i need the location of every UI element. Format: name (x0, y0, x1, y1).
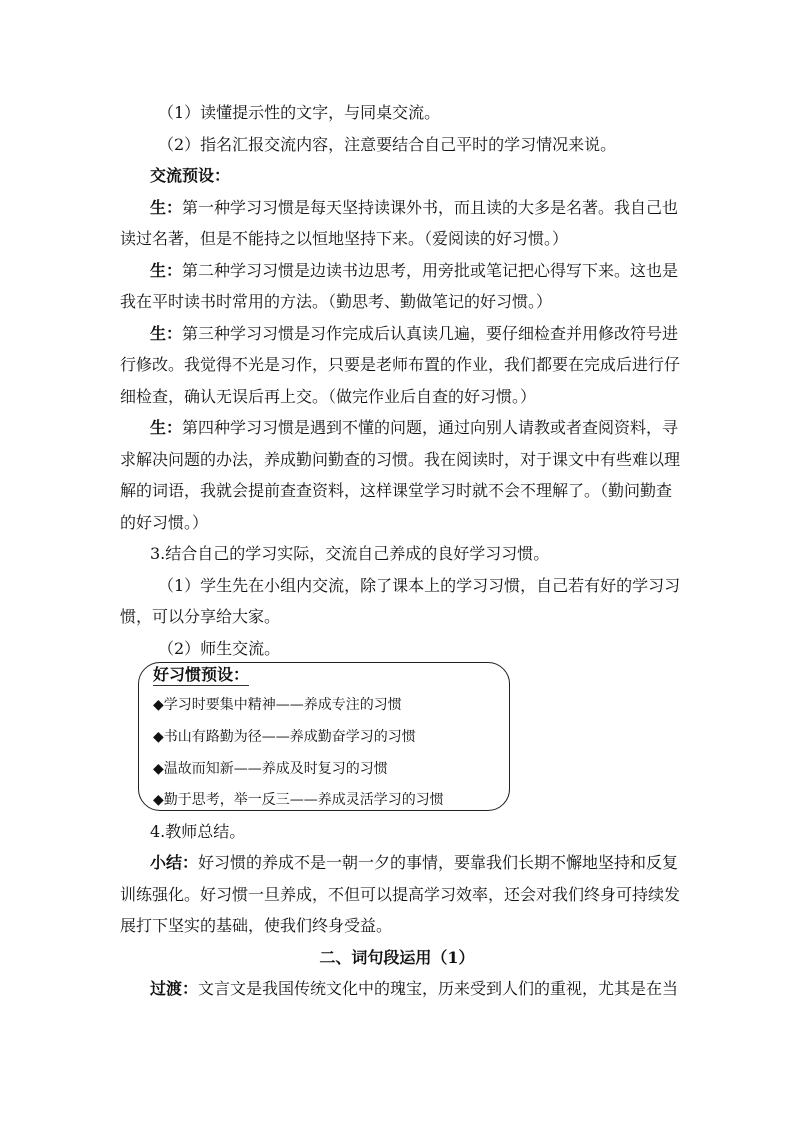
student-answer-4-cont: 解的词语，我就会提前查查资料，这样课堂学习时就不会不理解了。（勤问勤查 (120, 481, 673, 500)
student-label: 生： (150, 198, 183, 217)
transition-label: 过渡： (150, 979, 199, 998)
habit-item: ◆书山有路勤为径——养成勤奋学习的习惯 (153, 729, 416, 745)
student-answer-4-cont: 求解决问题的办法，养成勤问勤查的习惯。我在阅读时，对于课文中有些难以理 (120, 450, 681, 469)
student-answer-2-cont: 我在平时读书时常用的方法。（勤思考、勤做笔记的好习惯。） (120, 292, 553, 311)
student-answer-3: 生：第三种学习习惯是习作完成后认真读几遍，要仔细检查并用修改符号进 (150, 324, 679, 343)
student-answer-1-cont: 读过名著，但是不能持之以恒地坚持下来。（爱阅读的好习惯。） (120, 229, 569, 248)
summary-cont: 训练强化。好习惯一旦养成，不但可以提高学习效率，还会对我们终身可持续发 (120, 885, 681, 904)
box-title: 好习惯预设： (153, 665, 250, 684)
item-3-1-text: （1）学生先在小组内交流，除了课本上的学习习惯，自己若有好的学习习 (158, 576, 681, 595)
habit-item: ◆学习时要集中精神——养成专注的习惯 (153, 697, 402, 713)
item-3-text: 3.结合自己的学习实际，交流自己养成的良好学习习惯。 (150, 544, 550, 563)
item-3-1-cont: 惯，可以分享给大家。 (120, 607, 281, 626)
item-3-2-text: （2）师生交流。 (158, 639, 281, 658)
student-label: 生： (150, 261, 183, 280)
summary-cont: 展打下坚实的基础，使我们终身受益。 (120, 916, 393, 935)
habits-preset-box (138, 662, 510, 811)
student-label: 生： (150, 324, 183, 343)
step-1-text: （1）读懂提示性的文字，与同桌交流。 (158, 103, 441, 122)
habit-item: ◆勤于思考，举一反三——养成灵活学习的习惯 (153, 792, 444, 808)
student-answer-4: 生：第四种学习习惯是遇到不懂的问题，通过向别人请教或者查阅资料，寻 (150, 418, 679, 437)
student-answer-3-cont: 行修改。我觉得不光是习作，只要是老师布置的作业，我们都要在完成后进行仔 (120, 355, 681, 374)
student-label: 生： (150, 418, 183, 437)
student-answer-2: 生：第二种学习习惯是边读书边思考，用旁批或笔记把心得写下来。这也是 (150, 261, 679, 280)
habit-item: ◆温故而知新——养成及时复习的习惯 (153, 761, 388, 777)
item-4-text: 4.教师总结。 (150, 822, 246, 841)
step-2-text: （2）指名汇报交流内容，注意要结合自己平时的学习情况来说。 (158, 135, 617, 154)
student-answer-3-cont: 细检查，确认无误后再上交。（做完作业后自查的好习惯。） (120, 387, 537, 406)
preset-heading: 交流预设： (150, 166, 231, 185)
student-answer-1: 生：第一种学习习惯是每天坚持读课外书，而且读的大多是名著。我自己也 (150, 198, 679, 217)
summary-paragraph: 小结：好习惯的养成不是一朝一夕的事情，要靠我们长期不懈地坚持和反复 (150, 853, 679, 872)
summary-label: 小结： (150, 853, 199, 872)
section-title: 二、词句段运用（1） (319, 948, 475, 967)
transition-paragraph: 过渡：文言文是我国传统文化中的瑰宝，历来受到人们的重视，尤其是在当 (150, 979, 679, 998)
student-answer-4-cont: 的好习惯。） (120, 513, 209, 532)
